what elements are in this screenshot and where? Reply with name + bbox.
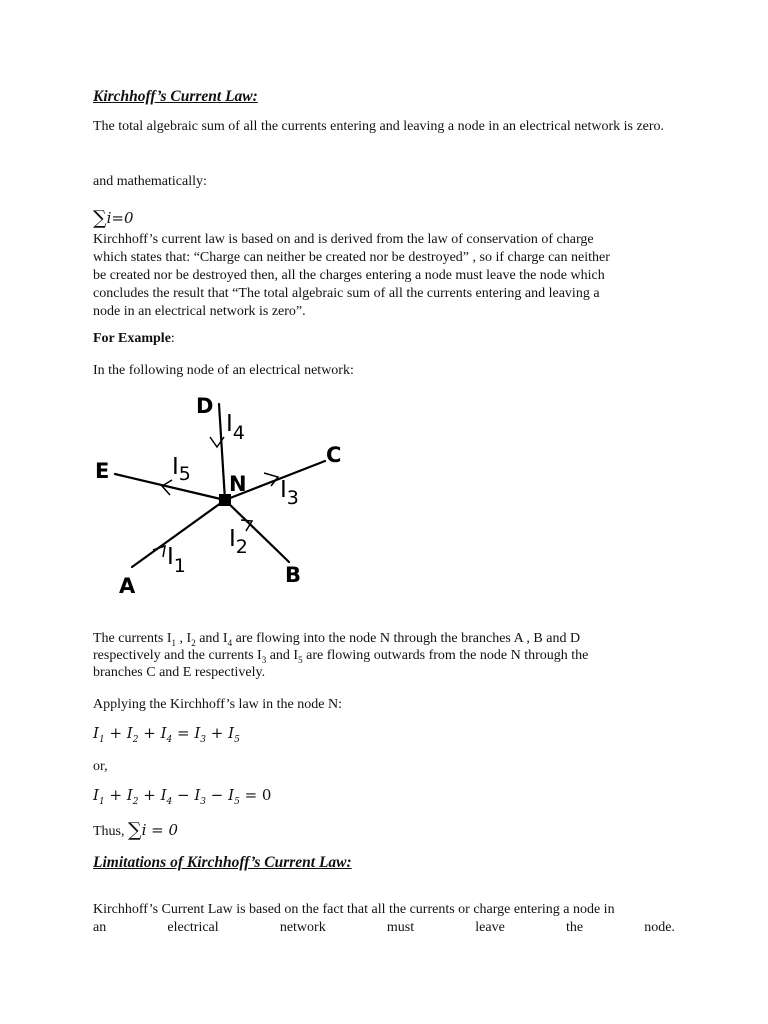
label-i4 — [226, 411, 245, 444]
limitations-line-1: Kirchhoff’s Current Law is based on the fact that all the currents or charge entering a node in — [93, 902, 615, 917]
subscript: 3 — [261, 654, 267, 665]
explanation-line-2: which states that: “Charge can neither be created nor be destroyed” , so if charge can neither — [93, 250, 610, 265]
sigma-symbol: ∑ — [128, 819, 142, 841]
kcl-equation-1 — [93, 724, 240, 745]
label-n: N — [229, 472, 247, 496]
eq-sub: 2 — [132, 735, 139, 745]
limitations-line-2 — [93, 919, 675, 937]
label-i2-sub: 2 — [235, 536, 248, 558]
currents-text: are flowing into the node N through the branches A , B and D — [232, 631, 581, 646]
example-label-bold: For Example — [93, 331, 171, 346]
label-i1-main: I — [167, 544, 174, 570]
word: node. — [644, 920, 675, 935]
sigma-symbol: ∑ — [93, 207, 107, 229]
label-i2-main: I — [229, 526, 236, 552]
applying-text: Applying the Kirchhoff’s law in the node N: — [93, 697, 342, 712]
label-i5-sub: 5 — [178, 463, 191, 485]
eq-op: − — [172, 786, 195, 804]
currents-text: and I — [266, 648, 299, 663]
word: an — [93, 920, 107, 935]
label-d: D — [196, 394, 214, 418]
branch-lines — [115, 404, 325, 567]
branch-e-line — [115, 474, 225, 500]
eq-var: I — [228, 724, 235, 742]
currents-text: respectively and the currents I — [93, 648, 262, 663]
eq-sub: 1 — [98, 797, 105, 807]
eq-var: I — [93, 786, 99, 804]
eq-var: I — [228, 786, 235, 804]
word: the — [565, 920, 584, 935]
eq-sub: 5 — [234, 735, 240, 745]
eq-op: + — [104, 786, 127, 804]
eq-op: + — [104, 724, 127, 742]
eq-var: I — [160, 724, 167, 742]
label-i4-main: I — [226, 411, 233, 437]
kcl-equation-2 — [93, 786, 271, 807]
label-c: C — [326, 443, 342, 467]
label-i3-main: I — [280, 477, 287, 503]
thus-line — [93, 820, 178, 841]
label-i5 — [172, 454, 191, 485]
eq-sub: 3 — [200, 797, 207, 807]
word: must — [386, 920, 415, 935]
limitations-heading: Limitations of Kirchhoff’s Current Law: — [93, 854, 352, 871]
label-i3-sub: 3 — [286, 487, 299, 509]
label-a: A — [119, 574, 136, 598]
currents-text: are flowing outwards from the node N through the — [302, 648, 589, 663]
eq-sub: 3 — [200, 735, 207, 745]
eq-sub: 4 — [166, 797, 173, 807]
explanation-line-3: be created nor be destroyed then, all the charges entering a node must leave the node which — [93, 268, 605, 283]
currents-line-3: branches C and E respectively. — [93, 665, 266, 680]
word: network — [279, 920, 326, 935]
label-i1 — [167, 544, 186, 577]
word: leave — [475, 920, 505, 935]
example-label — [93, 330, 175, 348]
eq-var: I — [126, 724, 133, 742]
eq-sub: 1 — [98, 735, 105, 745]
node-diagram — [0, 385, 768, 600]
eq-var: I — [194, 786, 201, 804]
label-b: B — [285, 563, 302, 587]
label-i2 — [229, 526, 248, 558]
word: electrical — [167, 920, 219, 935]
subscript: 2 — [191, 637, 196, 648]
eq-sub: 4 — [166, 735, 173, 745]
eq-op: = — [239, 786, 262, 804]
example-colon: : — [170, 331, 175, 346]
label-i1-sub: 1 — [173, 555, 186, 577]
currents-text: , I — [176, 631, 192, 646]
eq-var: I — [93, 724, 99, 742]
sum-formula — [93, 206, 134, 228]
currents-text: and I — [195, 631, 228, 646]
eq-var: I — [194, 724, 201, 742]
math-intro: and mathematically: — [93, 174, 207, 189]
label-i3 — [280, 477, 299, 509]
explanation-line-5: node in an electrical network is zero”. — [93, 304, 306, 319]
eq-var: I — [160, 786, 167, 804]
subscript: 5 — [298, 654, 303, 665]
eq-op: = — [172, 724, 195, 742]
explanation-line-4: concludes the result that “The total algebraic sum of all the currents entering and leaving a — [93, 286, 600, 301]
eq-var: I — [126, 786, 133, 804]
eq-op: + — [138, 724, 161, 742]
eq-sub: 5 — [234, 797, 240, 807]
label-i4-sub: 4 — [232, 422, 245, 444]
eq-op: + — [206, 724, 229, 742]
formula-rest: i=0 — [106, 209, 134, 227]
page-title: Kirchhoff’s Current Law: — [93, 88, 258, 105]
eq-zero: 0 — [261, 786, 272, 804]
branch-d-line — [219, 404, 225, 500]
thus-formula: i = 0 — [141, 821, 179, 839]
thus-text: Thus, — [93, 824, 128, 839]
label-i5-main: I — [172, 454, 179, 480]
eq-op: − — [206, 786, 229, 804]
label-e: E — [95, 459, 110, 483]
definition-paragraph: The total algebraic sum of all the currents entering and leaving a node in an electrical network is zero. — [93, 119, 665, 134]
subscript: 4 — [227, 637, 233, 648]
eq-sub: 2 — [132, 797, 139, 807]
or-text: or, — [93, 759, 108, 774]
currents-text: The currents I — [93, 631, 172, 646]
example-intro: In the following node of an electrical network: — [93, 363, 354, 378]
eq-op: + — [138, 786, 161, 804]
subscript: 1 — [171, 637, 177, 648]
explanation-line-1: Kirchhoff’s current law is based on and is derived from the law of conservation of charge — [93, 232, 594, 247]
